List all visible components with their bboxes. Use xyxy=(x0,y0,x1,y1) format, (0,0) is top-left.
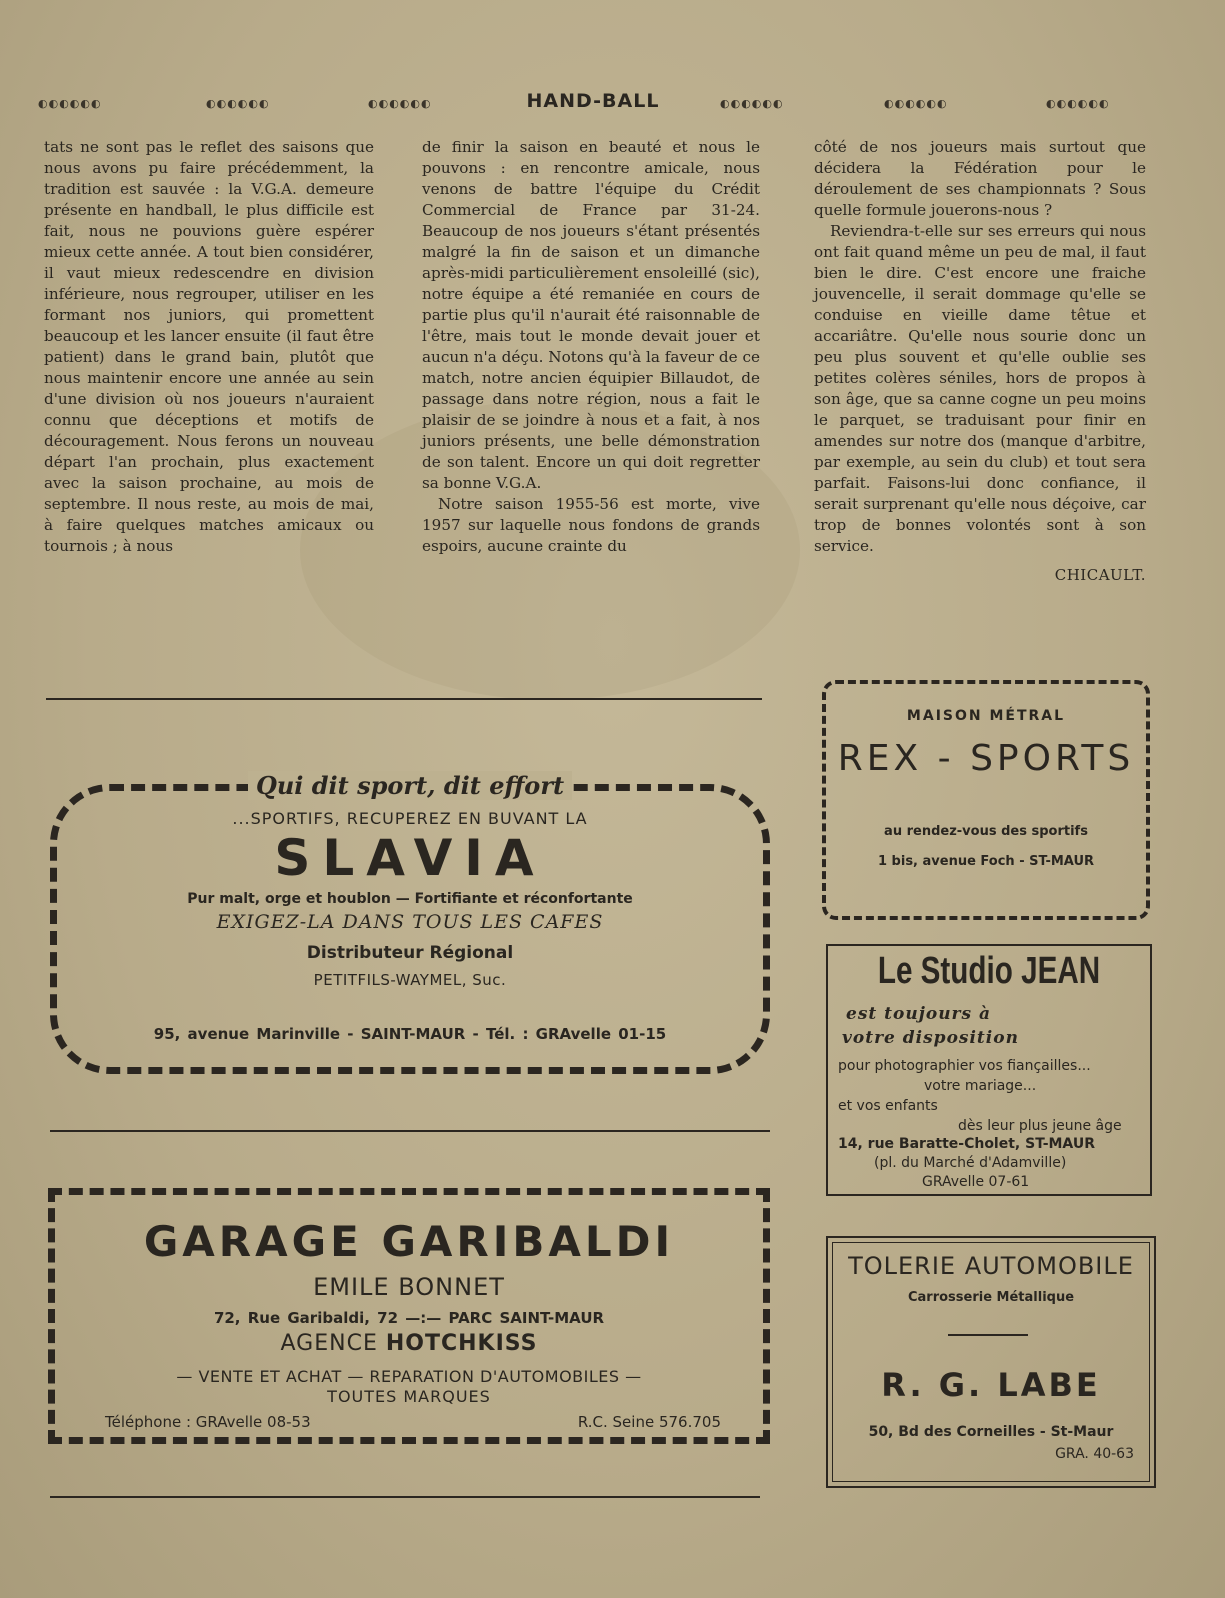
ornament: ◐◐◐◐◐◐ xyxy=(1046,97,1110,110)
ad-services: — VENTE ET ACHAT — REPARATION D'AUTOMOBILES — xyxy=(176,1367,642,1386)
divider xyxy=(50,1130,770,1132)
ad-text: et vos enfants xyxy=(838,1098,938,1114)
ad-tagline: EXIGEZ-LA DANS TOUS LES CAFES xyxy=(216,911,604,933)
agency-prefix: AGENCE xyxy=(280,1331,378,1356)
paragraph: tats ne sont pas le reflet des saisons que nous avons pu faire précédemment, la tradition est sauvée : la V.G.A. demeure présente en handball, le plus difficile est fait, nous ne pouvions guère espérer mieux cette année. A tout bien considérer, il vaut mieux redescendre en division inférieure, nous regrouper, utiliser en les formant nos juniors, qui promettent beaucoup et les lancer ensuite (il faut être patient) dans le grand bain, plutôt que nous maintenir encore une année au sein d'une division où nos joueurs n'auraient connu que déceptions et motifs de découragement. Nous ferons un nouveau départ l'an prochain, plus exactement avec la saison prochaine, au mois de septembre. Il nous reste, au mois de mai, à faire quelques matches amicaux ou tournois ; à nous xyxy=(44,138,374,555)
article-column-2 xyxy=(422,137,760,557)
ad-address: 72, Rue Garibaldi, 72 —:— PARC SAINT-MAUR xyxy=(213,1309,605,1327)
ad-registration: R.C. Seine 576.705 xyxy=(577,1413,721,1431)
divider xyxy=(50,1496,760,1498)
rex-sports-advertisement xyxy=(822,680,1150,920)
studio-jean-advertisement xyxy=(826,944,1152,1196)
ad-address: 1 bis, avenue Foch - ST-MAUR xyxy=(877,854,1095,869)
ad-phone: GRA. 40-63 xyxy=(1055,1446,1134,1462)
author-signature: CHICAULT. xyxy=(1054,566,1146,584)
distributor-name: PETITFILS-WAYMEL, Suc. xyxy=(313,971,507,989)
ornament: ◐◐◐◐◐◐ xyxy=(206,97,270,110)
page-header xyxy=(38,90,1148,116)
brand-name: SLAVIA xyxy=(274,829,546,887)
paragraph: Reviendra-t-elle sur ses erreurs qui nous ont fait quand même un peu de mal, il faut bien le dire. C'est encore une fraiche jouvencelle, il serait dommage qu'elle se conduise en vieille dame têtue et accariâtre. Qu'elle nous sourie donc un peu plus souvent et qu'elle oublie ses petites colères séniles, hors de propos à son âge, que sa canne cogne un peu moins le parquet, se traduisant pour finir en amendes sur notre dos (manque d'arbitre, par exemple, au sein du club) et tout sera parfait. Faisons-lui donc confiance, il serait surprenant qu'elle nous déçoive, car trop de bonnes volontés sont à son service. xyxy=(814,222,1146,555)
ad-slogan: Qui dit sport, dit effort xyxy=(57,771,763,800)
ad-maison: MAISON MÉTRAL xyxy=(906,708,1066,724)
ad-text: dès leur plus jeune âge xyxy=(958,1118,1122,1134)
ad-address: 50, Bd des Corneilles - St-Maur xyxy=(868,1424,1114,1440)
ad-services: TOUTES MARQUES xyxy=(327,1387,491,1406)
agency-line xyxy=(55,1331,763,1356)
ad-address: (pl. du Marché d'Adamville) xyxy=(874,1155,1067,1171)
paragraph: Notre saison 1955-56 est morte, vive 1957 sur laquelle nous fondons de grands espoirs, aucune crainte du xyxy=(422,495,760,555)
agency-brand: HOTCHKISS xyxy=(385,1331,538,1356)
ad-title: TOLERIE AUTOMOBILE xyxy=(848,1252,1134,1280)
paragraph: de finir la saison en beauté et nous le pouvons : en rencontre amicale, nous venons de battre l'équipe du Crédit Commercial de France par 31-24. Beaucoup de nos joueurs s'étant présentés malgré la fin de saison et un dimanche après-midi particulièrement ensoleillé (sic), notre équipe a été remaniée en cours de partie plus qu'il n'aurait été raisonnable de l'être, mais tout le monde devait jouer et aucun n'a déçu. Notons qu'à la faveur de ce match, notre ancien équipier Billaudot, de passage dans notre région, nous a fait le plaisir de se joindre à nous et a fait, à nos juniors présents, une belle démonstration de son talent. Encore un qui doit regretter sa bonne V.G.A. xyxy=(422,138,760,492)
brand-name: R. G. LABE xyxy=(881,1366,1101,1404)
ornament: ◐◐◐◐◐◐ xyxy=(720,97,784,110)
article-column-1 xyxy=(44,137,374,557)
ad-text: votre disposition xyxy=(842,1028,1019,1048)
brand-name: GARAGE GARIBALDI xyxy=(143,1217,675,1266)
ad-text: votre mariage... xyxy=(924,1078,1037,1094)
divider xyxy=(948,1334,1028,1336)
owner-name: EMILE BONNET xyxy=(313,1273,505,1301)
ad-phone: GRAvelle 07-61 xyxy=(922,1174,1030,1190)
ad-text: est toujours à xyxy=(846,1004,992,1024)
distributor-label: Distributeur Régional xyxy=(306,943,514,963)
ad-description: Pur malt, orge et houblon — Fortifiante et réconfortante xyxy=(187,891,633,907)
ornament: ◐◐◐◐◐◐ xyxy=(884,97,948,110)
ad-tagline: au rendez-vous des sportifs xyxy=(884,824,1088,839)
brand-name: Le Studio JEAN xyxy=(877,950,1101,992)
ad-subtitle: Carrosserie Métallique xyxy=(907,1290,1075,1305)
ad-address: 14, rue Baratte-Cholet, ST-MAUR xyxy=(838,1136,1095,1152)
ad-address: 95, avenue Marinville - SAINT-MAUR - Tél. : GRAvelle 01-15 xyxy=(153,1025,667,1043)
section-title: HAND-BALL xyxy=(526,90,660,112)
garage-garibaldi-advertisement xyxy=(48,1188,770,1444)
divider xyxy=(46,698,762,700)
ad-phone: Téléphone : GRAvelle 08-53 xyxy=(105,1413,311,1431)
ornament: ◐◐◐◐◐◐ xyxy=(38,97,102,110)
article-column-3 xyxy=(814,137,1146,586)
paragraph: côté de nos joueurs mais surtout que décidera la Fédération pour le déroulement de ses championnats ? Sous quelle formule jouerons-nous ? xyxy=(814,138,1146,219)
ad-text: pour photographier vos fiançailles... xyxy=(838,1058,1091,1074)
ornament: ◐◐◐◐◐◐ xyxy=(368,97,432,110)
tolerie-advertisement xyxy=(826,1236,1156,1488)
slavia-advertisement xyxy=(50,771,770,1074)
ad-subtitle: ...SPORTIFS, RECUPEREZ EN BUVANT LA xyxy=(232,809,588,828)
brand-name: REX - SPORTS xyxy=(837,738,1135,779)
